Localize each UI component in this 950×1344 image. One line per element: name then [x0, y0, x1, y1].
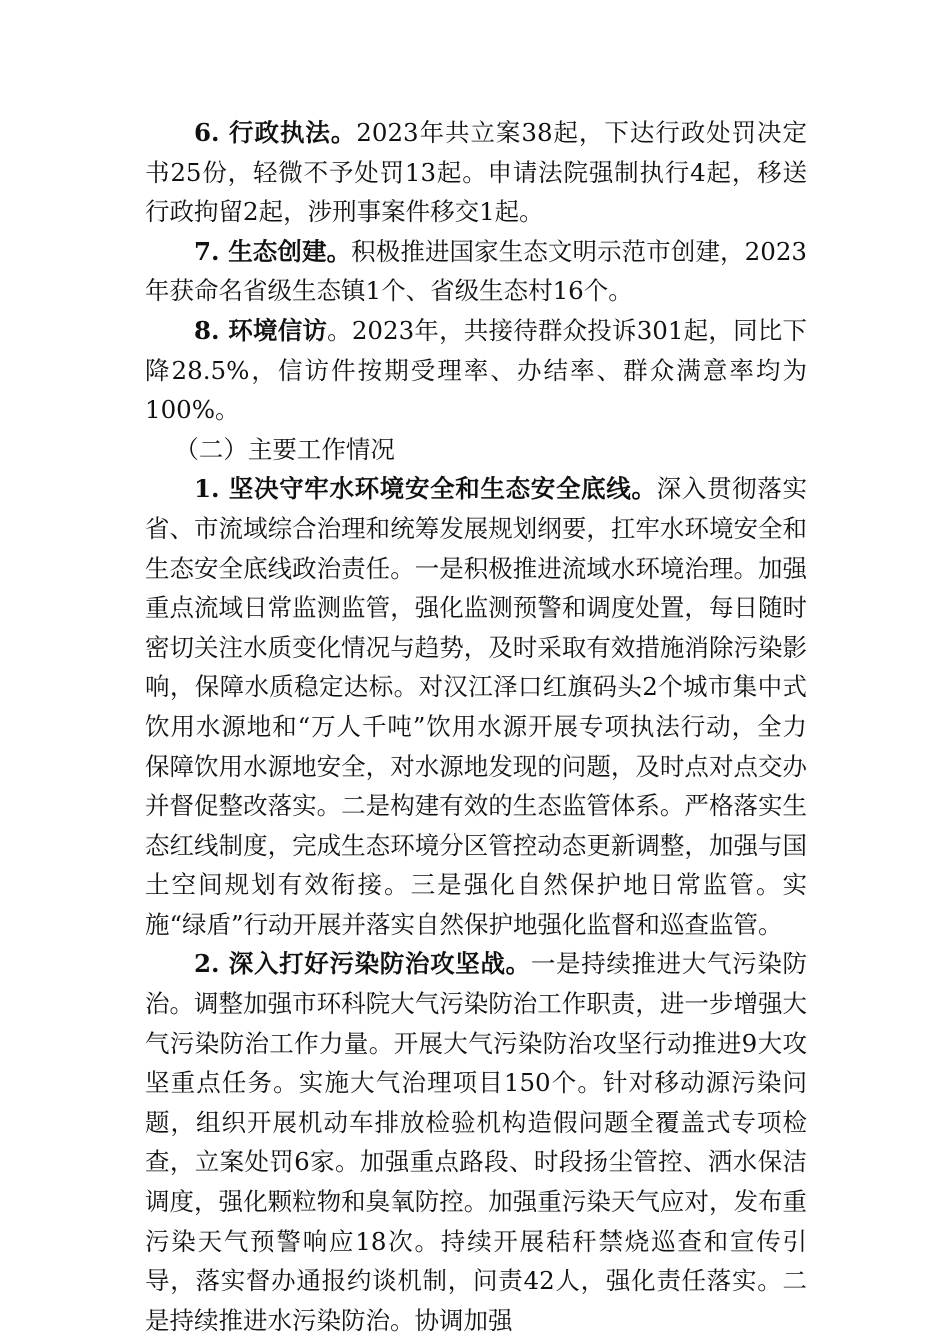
paragraph-lead: 8. 环境信访 [194, 315, 328, 345]
paragraph-lead: 6. 行政执法。 [194, 118, 357, 147]
document-body [145, 113, 807, 1340]
section-heading-main-work [145, 430, 807, 470]
paragraph-administrative-enforcement [145, 113, 807, 232]
paragraph-body: 。2023年，共接待群众投诉301起，同比下降28.5%，信访件按期受理率、办结率、群众满意率均为100%。 [145, 315, 807, 425]
paragraph-body: 积极推进国家生态文明示范市创建，2023年获命名省级生态镇1个、省级生态村16个。 [145, 236, 807, 306]
paragraph-water-ecological-safety [145, 469, 807, 944]
paragraph-body: 深入贯彻落实省、市流域综合治理和统筹发展规划纲要，扛牢水环境安全和生态安全底线政治责任。一是积极推进流域水环境治理。加强重点流域日常监测监管，强化监测预警和调度处置，每日随时密切关注水质变化情况与趋势，及时采取有效措施消除污染影响，保障水质稳定达标。对汉江泽口红旗码头2个城市集中式饮用水源地和“万人千吨”饮用水源开展专项执法行动，全力保障饮用水源地安全，对水源地发现的问题，及时点对点交办并督促整改落实。二是构建有效的生态监管体系。严格落实生态红线制度，完成生态环境分区管控动态更新调整，加强与国土空间规划有效衔接。三是强化自然保护地日常监管。实施“绿盾”行动开展并落实自然保护地强化监督和巡查监管。 [145, 474, 808, 939]
paragraph-environmental-petitions [145, 311, 807, 430]
paragraph-ecological-creation [145, 232, 807, 311]
paragraph-lead: 7. 生态创建。 [194, 236, 352, 266]
paragraph-lead: 1. 坚决守牢水环境安全和生态安全底线。 [194, 474, 657, 504]
paragraph-body: 一是持续推进大气污染防治。调整加强市环科院大气污染防治工作职责，进一步增强大气污染防治工作力量。开展大气污染防治攻坚行动推进9大攻坚重点任务。实施大气治理项目150个。针对移动源污染问题，组织开展机动车排放检验机构造假问题全覆盖式专项检查，立案处罚6家。加强重点路段、时段扬尘管控、洒水保洁调度，强化颗粒物和臭氧防控。加强重污染天气应对，发布重污染天气预警响应18次。持续开展秸秆禁烧巡查和宣传引导，落实督办通报约谈机制，问责42人，强化责任落实。二是持续推进水污染防治。协调加强 [145, 949, 808, 1335]
paragraph-pollution-prevention [145, 944, 807, 1340]
section-heading-text: （二）主要工作情况 [174, 434, 395, 464]
paragraph-body: 2023年共立案38起，下达行政处罚决定书25份，轻微不予处罚13起。申请法院强制执行4起，移送行政拘留2起，涉刑事案件移交1起。 [145, 118, 807, 227]
paragraph-lead: 2. 深入打好污染防治攻坚战。 [194, 949, 531, 979]
